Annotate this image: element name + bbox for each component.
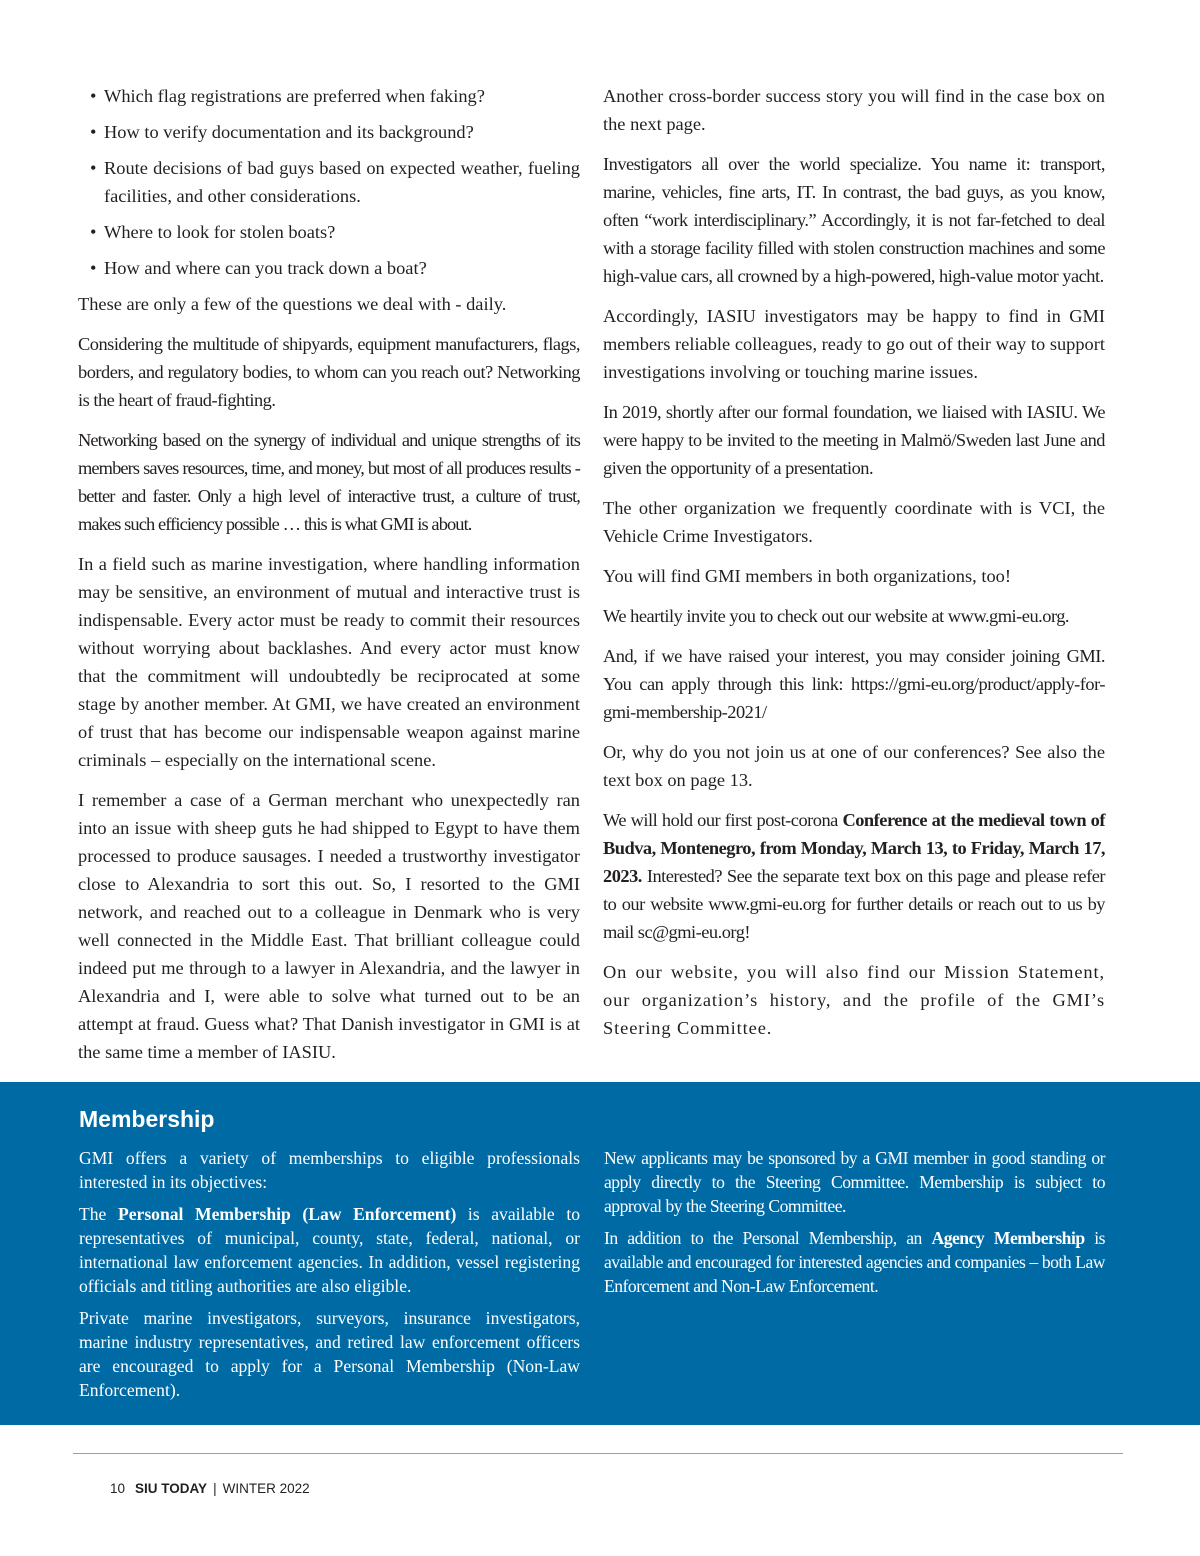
paragraph-networking: Considering the multitude of shipyards, equipment manufacturers, flags, borders, and regulatory bodies, to whom can you reach out? Networking is the heart of fraud-fighting. [78, 334, 580, 410]
membership-box [0, 1082, 1200, 1425]
paragraph-success-story: Another cross-border success story you will find in the case box on the next page. [603, 86, 1105, 134]
membership-left-column [79, 1146, 580, 1410]
right-column [603, 82, 1105, 1054]
bullet-icon: • [90, 158, 97, 178]
paragraph-trust: In a field such as marine investigation, where handling information may be sensitive, an environment of mutual and interactive trust is indispensable. Every actor must be ready to commit their resources without worrying about backlashes. And every actor must know that the commitment will undoubtedly be reciprocated at some stage by another member. At GMI, we have created an environment of trust that has become our indispensable weapon against marine criminals – especially on the international scene. [78, 554, 580, 770]
footer-separator: | [213, 1481, 217, 1496]
paragraph-iasiu-colleagues: Accordingly, IASIU investigators may be happy to find in GMI members reliable colleagues, ready to go out of their way to support investigations involving or touching marine issues. [603, 306, 1105, 382]
paragraph-mission-statement: On our website, you will also find our Mission Statement, our organization’s history, and the profile of the GMI’s Steering Committee. [603, 962, 1105, 1038]
non-law-enforcement-paragraph: Private marine investigators, surveyors, insurance investigators, marine industry representatives, and retired law enforcement officers are encouraged to apply for a Personal Membership (Non-Law Enforcement). [79, 1308, 580, 1400]
membership-right-column [604, 1146, 1105, 1306]
question-list [78, 82, 580, 282]
publication-name: SIU TODAY [135, 1481, 208, 1496]
page-footer [110, 1480, 310, 1498]
bullet-icon: • [90, 86, 97, 106]
list-item [78, 82, 580, 110]
list-item-text: Where to look for stolen boats? [104, 222, 336, 242]
issue-label: WINTER 2022 [222, 1481, 310, 1496]
personal-membership-paragraph: The Personal Membership (Law Enforcement) is available to representatives of municipal, county, state, federal, national, or international law enforcement agencies. In addition, vessel registering officials and titling authorities are also eligible. [79, 1204, 580, 1296]
agency-membership-label: Agency Membership [931, 1228, 1085, 1248]
paragraph-synergy: Networking based on the synergy of individual and unique strengths of its members saves resources, time, and money, but most of all produces results - better and faster. Only a high level of interactive trust, a culture of trust, makes such efficiency possible … this is what GMI is about. [78, 430, 580, 534]
membership-title: Membership [79, 1106, 215, 1132]
paragraph-2019-liaison: In 2019, shortly after our formal foundation, we liaised with IASIU. We were happy to be invited to the meeting in Malmö/Sweden last June and given the opportunity of a presentation. [603, 402, 1105, 478]
paragraph-conferences: Or, why do you not join us at one of our conferences? See also the text box on page 13. [603, 742, 1105, 790]
list-item-text: How and where can you track down a boat? [104, 258, 427, 278]
list-item [78, 118, 580, 146]
paragraph-questions-summary: These are only a few of the questions we deal with - daily. [78, 294, 507, 314]
list-item [78, 254, 580, 282]
list-item-text: Route decisions of bad guys based on expected weather, fueling facilities, and other considerations. [104, 158, 580, 206]
applicants-paragraph: New applicants may be sponsored by a GMI member in good standing or apply directly to the Steering Committee. Membership is subject to approval by the Steering Committee. [604, 1148, 1105, 1216]
page-number: 10 [110, 1481, 126, 1496]
bullet-icon: • [90, 222, 97, 242]
agency-membership-paragraph: In addition to the Personal Membership, an Agency Membership is available and encouraged for interested agencies and companies – both Law Enforcement and Non-Law Enforcement. [604, 1228, 1105, 1296]
list-item [78, 218, 580, 246]
left-column [78, 82, 580, 1078]
membership-intro: GMI offers a variety of memberships to eligible professionals interested in its objectives: [79, 1148, 580, 1192]
paragraph-join-link: And, if we have raised your interest, you may consider joining GMI. You can apply through this link: https://gmi-eu.org/product/apply-for-gmi-membership-2021/ [603, 646, 1105, 722]
list-item-text: Which flag registrations are preferred when faking? [104, 86, 485, 106]
paragraph-case-story: I remember a case of a German merchant who unexpectedly ran into an issue with sheep guts he had shipped to Egypt to have them processed to produce sausages. I needed a trustworthy investigator close to Alexandria to sort this out. So, I resorted to the GMI network, and reached out to a colleague in Denmark who is very well connected in the Middle East. That brilliant colleague could indeed put me through to a lawyer in Alexandria, and the lawyer in Alexandria and I, were able to solve what turned out to be an attempt at fraud. Guess what? That Danish investigator in GMI is at the same time a member of IASIU. [78, 790, 580, 1062]
bullet-icon: • [90, 122, 97, 142]
paragraph-conference-budva: We will hold our first post-corona Conference at the medieval town of Budva, Montenegro, from Monday, March 13, to Friday, March 17, 2023. Interested? See the separate text box on this page and please refer to our website www.gmi-eu.org for further details or reach out to us by mail sc@gmi-eu.org! [603, 810, 1105, 942]
personal-membership-label: Personal Membership (Law Enforcement) [117, 1204, 457, 1224]
paragraph-website-invite: We heartily invite you to check out our website at www.gmi-eu.org. [603, 606, 1070, 626]
paragraph-specialization: Investigators all over the world specialize. You name it: transport, marine, vehicles, fine arts, IT. In contrast, the bad guys, as you know, often “work interdisciplinary.” Accordingly, it is not far-fetched to deal with a storage facility filled with stolen construction machines and some high-value cars, all crowned by a high-powered, high-value motor yacht. [603, 154, 1105, 286]
list-item-text: How to verify documentation and its background? [104, 122, 474, 142]
list-item [78, 154, 580, 210]
footer-divider [73, 1453, 1123, 1454]
paragraph-both-organizations: You will find GMI members in both organizations, too! [603, 566, 1011, 586]
bullet-icon: • [90, 258, 97, 278]
conference-details: Conference at the medieval town of Budva, Montenegro, from Monday, March 13, to Friday, March 17, 2023. [603, 810, 1105, 886]
paragraph-vci: The other organization we frequently coordinate with is VCI, the Vehicle Crime Investigators. [603, 498, 1105, 546]
